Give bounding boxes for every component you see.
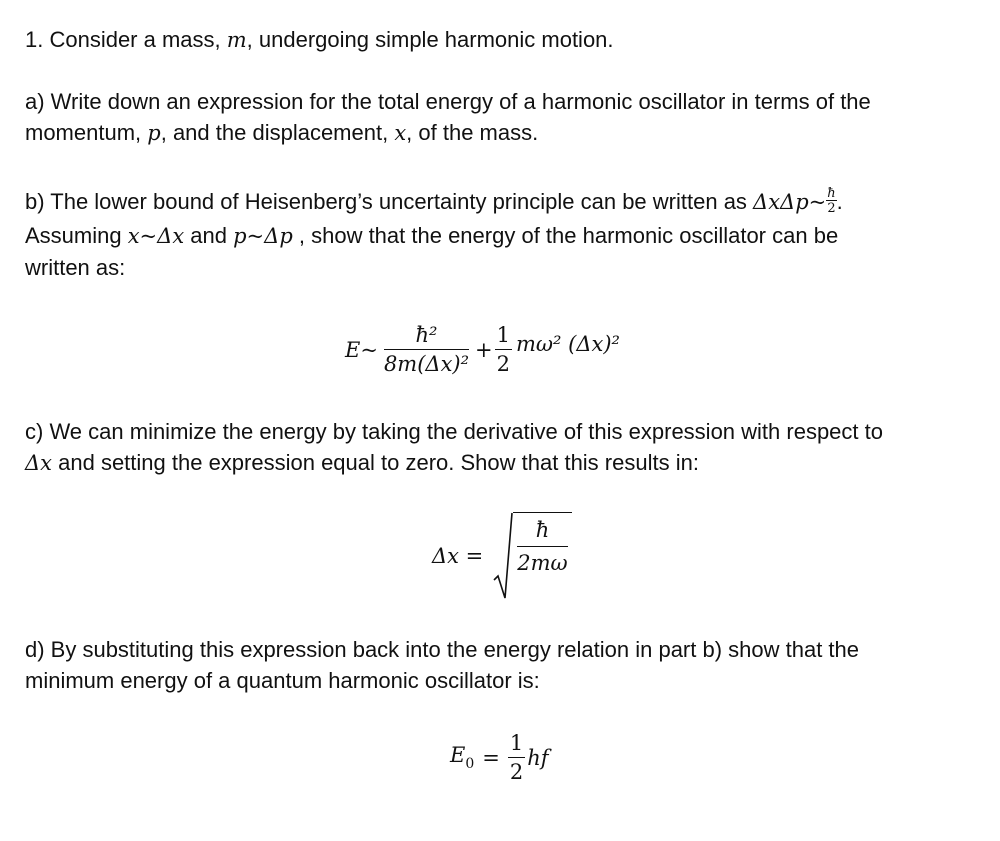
part-b-text: b) The lower bound of Heisenberg’s uncertainty principle can be written as ΔxΔp~ $\frac{ħ}{2}$ . Assuming x~Δx and p~Δp , show that the energy of the harmonic oscillator can be written as: bbox=[25, 186, 843, 280]
hbar-over-two: $\frac{ħ}{2}$ bbox=[827, 186, 836, 216]
uncertainty-bound: ΔxΔp~ bbox=[753, 190, 827, 214]
energy-equation: E~ $\frac{\text{ħ²}}{\text{8m(Δx)²}}$ + $\frac{1}{2}$ mω² (Δx)² bbox=[345, 323, 620, 376]
one-half-fraction: $\frac{1}{2}$ bbox=[496, 323, 511, 376]
part-a-text: a) Write down an expression for the total energy of a harmonic oscillator in terms of the momentum, p, and the displacement, x, of the mass. bbox=[25, 89, 871, 145]
momentum-symbol: p bbox=[147, 121, 161, 145]
question-heading: 1. Consider a mass, m, undergoing simple harmonic motion. bbox=[25, 27, 614, 52]
delta-x-equation: Δx = $\frac{ħ}{2m\omega}$ bbox=[432, 512, 572, 600]
square-root: $\frac{ħ}{2m\omega}$ bbox=[493, 512, 571, 600]
part-d-text: d) By substituting this expression back into the energy relation in part b) show that the minimum energy of a quantum harmonic oscillator is: bbox=[25, 637, 860, 693]
part-c-text: c) We can minimize the energy by taking the derivative of this expression with respect to Δx and setting the expression equal to zero. Show that this results in: bbox=[25, 419, 883, 475]
energy-kinetic-term: $\frac{\text{ħ²}}{\text{8m(Δx)²}}$ bbox=[383, 323, 470, 376]
one-half-fraction: $\frac{1}{2}$ bbox=[509, 731, 524, 784]
radical-sign-icon bbox=[493, 512, 513, 600]
ground-energy-equation: $E_0$ = $\frac{1}{2}$ hf bbox=[450, 731, 549, 784]
displacement-symbol: x bbox=[394, 121, 407, 145]
mass-symbol: m bbox=[226, 28, 247, 52]
